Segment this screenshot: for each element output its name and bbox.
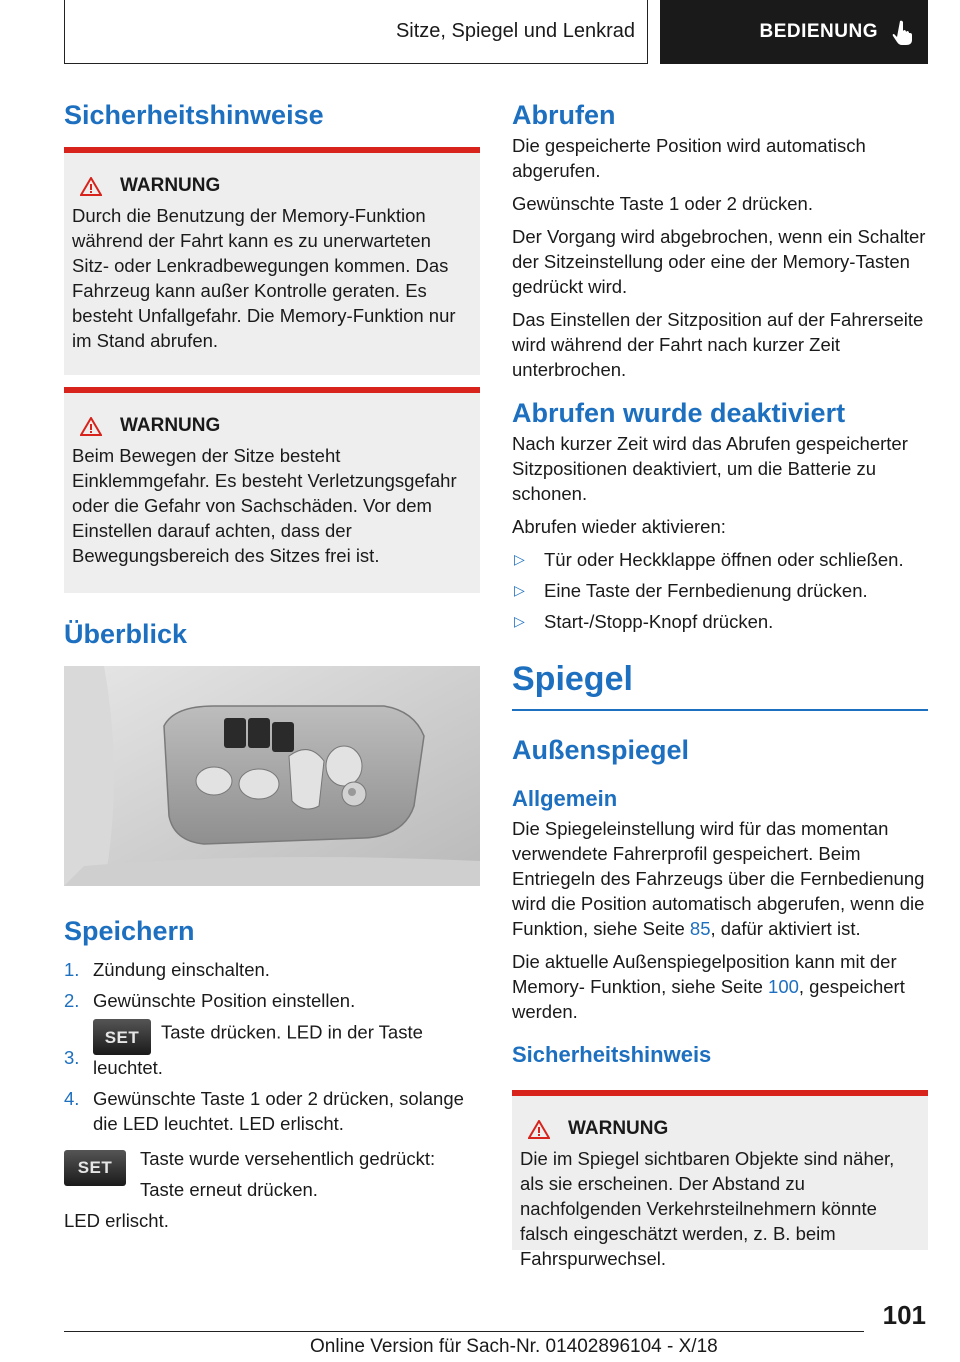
warning-triangle-icon [528,1120,550,1139]
list-item: 4. Gewünschte Taste 1 oder 2 drücken, solange die LED leuchtet. LED erlischt. [64,1088,464,1134]
list-item: ▷ Start-/Stopp-Knopf drücken. [514,611,774,632]
warning-label: WARNUNG [120,415,221,436]
list-item: 1. Zündung einschalten. [64,959,270,980]
footer-divider [64,1331,864,1332]
set-button-icon: SET [64,1150,126,1186]
outer-mirror-heading: Außenspiegel [512,735,690,765]
warning-triangle-icon [80,417,102,436]
seat-buttons-illustration [64,666,480,886]
warning-label: WARNUNG [568,1118,669,1139]
note-result: LED erlischt. [64,1210,169,1231]
header-section-tab[interactable]: BEDIENUNG [660,0,928,64]
deactivated-heading: Abrufen wurde deaktiviert [512,398,846,428]
general-text-1: Die Spiegeleinstellung wird für das momentan verwendete Fahrerprofil gespeichert. Beim Entriegeln des Fahrzeugs über die Fernbedienung wird die Position automatisch abgerufen, wenn die Funktion, siehe Seite 85, dafür aktiviert ist. [512,818,925,939]
triangle-bullet-icon: ▷ [514,613,525,629]
recall-heading: Abrufen [512,100,616,130]
save-steps [64,957,480,1136]
list-item: ▷ Tür oder Heckklappe öffnen oder schließen. [514,549,904,570]
warning-box-mirror [512,1090,928,1269]
warning-text: Die im Spiegel sichtbaren Objekte sind näher, als sie erscheinen. Der Abstand zu nachfolgenden Verkehrsteilnehmern könnte falsch eingeschätzt werden, z. B. beim Fahrspurwechsel. [520,1148,895,1269]
reactivate-list [512,547,928,634]
page-link-100[interactable]: 100 [768,976,799,997]
warning-label: WARNUNG [120,175,221,196]
list-item: 2. Gewünschte Position einstellen. [64,990,356,1011]
overview-heading: Überblick [64,619,188,649]
left-column [64,100,480,1241]
page-number: 101 [882,1300,926,1330]
safety-note-heading: Sicherheitshinweis [512,1042,712,1067]
list-item: 3. SET Taste drücken. LED in der Taste leuchtet. [64,1019,480,1080]
general-text-2: Die aktuelle Außenspiegelposition kann mit der Memory- Funktion, siehe Seite 100, gespeichert werden. [512,951,905,1022]
triangle-bullet-icon: ▷ [514,551,525,567]
footer-version: Online Version für Sach-Nr. 01402896104 - X/18 [310,1336,718,1357]
general-heading: Allgemein [512,786,618,811]
warning-text: Beim Bewegen der Sitze besteht Einklemmgefahr. Es besteht Verletzungsgefahr oder die Gefahr von Sachschäden. Vor dem Einstellen darauf achten, dass der Bewegungsbereich des Sitzes frei ist. [72,445,457,566]
right-column: Abrufen Die gespeicherte Position wird automatisch abgerufen. Gewünschte Taste 1 oder 2 drücken. Der Vorgang wird abgebrochen, wenn ein Schalter der Sitzeinstellung oder eine der Memory-Tasten gedrückt wird. Das Einstellen der Sitzposition auf der Fahrerseite wird während der Fahrt nach kurzer Zeit unterbrochen. Abrufen wurde deaktiviert Nach kurzer Zeit wird das Abrufen gespeicherter Sitzpositionen deaktiviert, um die Batterie zu schonen. Abrufen wieder aktivieren: ▷ Tür oder Heckklappe öffnen oder schließen. ▷ Eine Taste der Fernbedienung drücken. ▷ Start-/Stopp-Knopf drücken. Spiegel Außenspiegel Allgemein Die Spiegeleinstellung wird für das momentan verwendete Fahrerprofil gespeichert. Beim Entriegeln des Fahrzeugs über die Fernbedienung wird die Position automatisch abgerufen, wenn die Funktion, siehe Seite 85, dafür aktiviert ist. Die aktuelle Außenspiegelposition kann mit der Memory- Funktion, siehe Seite 100, gespeichert werden. Sicherheitshinweis WARNUNG Die im Spiegel sichtbaren Objekte sind näher, als sie erscheinen. Der Abstand zu nachfolgenden Verkehrsteilnehmern könnte falsch eingeschätzt werden, z. B. beim Fahrspurwechsel. [512,100,928,1250]
seat-control-photo [64,666,480,886]
warning-box-pinch [64,387,480,593]
mirror-heading: Spiegel [512,660,928,711]
list-item: ▷ Eine Taste der Fernbedienung drücken. [514,580,868,601]
header-chapter: Sitze, Spiegel und Lenkrad [64,0,648,64]
hand-pointer-icon [892,19,916,45]
warning-triangle-icon [80,177,102,196]
save-heading: Speichern [64,916,195,946]
safety-heading: Sicherheitshinweise [64,100,324,130]
warning-box-memory [64,147,480,375]
page-link-85[interactable]: 85 [689,918,711,939]
triangle-bullet-icon: ▷ [514,582,525,598]
warning-text: Durch die Benutzung der Memory-Funktion während der Fahrt kann es zu unerwarteten Sitz- oder Lenkradbewegungen kommen. Das Fahrzeug kann außer Kontrolle geraten. Es besteht Unfallgefahr. Die Memory-Funktion nur im Stand abrufen. [72,205,456,351]
accidental-note: SET Taste wurde versehentlich gedrückt: Taste erneut drücken. [64,1146,480,1208]
set-button-icon: SET [93,1019,151,1055]
